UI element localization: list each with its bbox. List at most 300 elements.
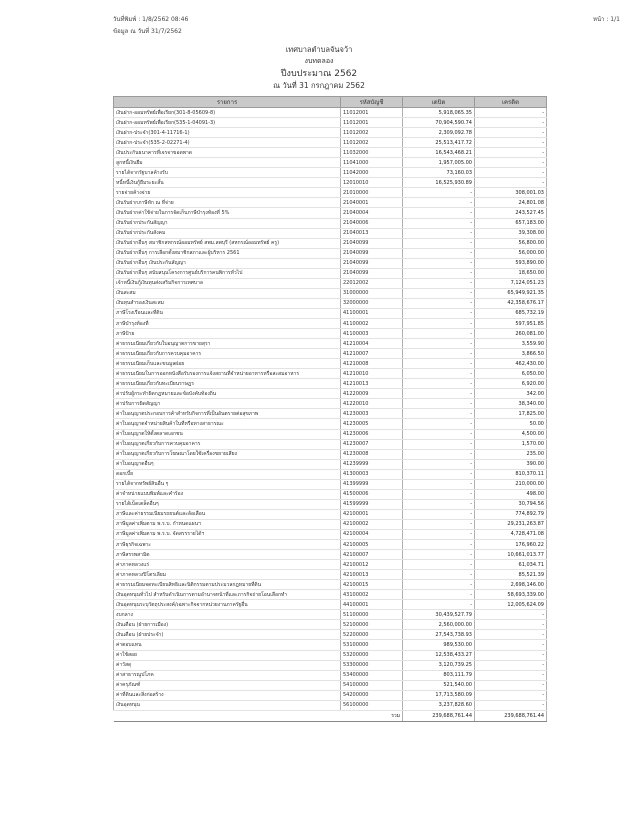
- row-item-name: หนี้หนี้เงินกู้ยืมระยะสั้น: [114, 178, 341, 188]
- table-row: [114, 409, 547, 419]
- row-credit: -: [475, 128, 547, 138]
- row-debit: -: [403, 590, 475, 600]
- row-account-code: 21040099: [341, 258, 403, 268]
- row-credit: 774,892.79: [475, 509, 547, 519]
- table-row: [114, 308, 547, 318]
- row-credit: -: [475, 610, 547, 620]
- row-item-name: เงินประกันธนาคารที่เจรจาขอดพาด: [114, 148, 341, 158]
- row-item-name: ค่าภาคหลวงปิโตรเลียม: [114, 570, 341, 580]
- row-debit: -: [403, 529, 475, 539]
- row-credit: -: [475, 690, 547, 700]
- print-date: วันที่พิมพ์ : 1/8/2562 08:46: [113, 16, 189, 23]
- table-row: [114, 389, 547, 399]
- row-debit: -: [403, 489, 475, 499]
- table-row: [114, 349, 547, 359]
- row-credit: 6,920.00: [475, 379, 547, 389]
- row-debit: -: [403, 278, 475, 288]
- row-account-code: 41220009: [341, 389, 403, 399]
- row-debit: 73,160.03: [403, 168, 475, 178]
- row-credit: 390.00: [475, 459, 547, 469]
- table-row: [114, 278, 547, 288]
- row-debit: -: [403, 198, 475, 208]
- row-item-name: เจ้าหนี้เงินกู้เงินทุนส่งเสริมกิจการเทศบาล: [114, 278, 341, 288]
- row-item-name: ภาษีโรงเรือนและที่ดิน: [114, 308, 341, 318]
- row-credit: 39,308.00: [475, 228, 547, 238]
- row-item-name: รายจ่ายค้างจ่าย: [114, 188, 341, 198]
- row-debit: -: [403, 409, 475, 419]
- row-account-code: 41300003: [341, 469, 403, 479]
- row-account-code: 54200000: [341, 690, 403, 700]
- table-row: [114, 540, 547, 550]
- row-account-code: 21040004: [341, 208, 403, 218]
- row-item-name: ค่าวัสดุ: [114, 660, 341, 670]
- table-row: [114, 529, 547, 539]
- row-credit: 810,370.11: [475, 469, 547, 479]
- row-item-name: เงินฝาก-ประจำ(535-2-02271-4): [114, 138, 341, 148]
- row-debit: -: [403, 188, 475, 198]
- table-row: [114, 519, 547, 529]
- row-credit: 308,001.03: [475, 188, 547, 198]
- row-debit: -: [403, 288, 475, 298]
- row-credit: 56,800.00: [475, 238, 547, 248]
- row-account-code: 41230005: [341, 419, 403, 429]
- total-row: [114, 710, 547, 721]
- row-credit: 593,890.00: [475, 258, 547, 268]
- row-account-code: 11012001: [341, 118, 403, 128]
- row-account-code: 43100002: [341, 590, 403, 600]
- row-item-name: เงินอุดหนุนระบุวัตถุประสงค์/เฉพาะกิจจากหน่วยงานภาครัฐอื่น: [114, 600, 341, 610]
- row-debit: -: [403, 399, 475, 409]
- row-credit: 235.00: [475, 449, 547, 459]
- row-account-code: 21040006: [341, 218, 403, 228]
- table-row: [114, 499, 547, 509]
- row-account-code: 41210004: [341, 339, 403, 349]
- row-account-code: 41210007: [341, 349, 403, 359]
- row-account-code: 56100000: [341, 700, 403, 710]
- row-credit: -: [475, 168, 547, 178]
- row-item-name: เงินรับฝากอื่นๆ เงินประกันสัญญา: [114, 258, 341, 268]
- row-debit: 521,540.00: [403, 680, 475, 690]
- table-row: [114, 329, 547, 339]
- row-credit: 50.00: [475, 419, 547, 429]
- row-credit: -: [475, 178, 547, 188]
- table-body: [114, 108, 547, 711]
- row-credit: 17,825.00: [475, 409, 547, 419]
- row-account-code: 41230006: [341, 429, 403, 439]
- row-debit: 12,538,433.27: [403, 650, 475, 660]
- total-label: รวม: [341, 710, 403, 721]
- table-row: [114, 108, 547, 118]
- row-credit: 18,650.00: [475, 268, 547, 278]
- table-row: [114, 580, 547, 590]
- table-row: [114, 600, 547, 610]
- row-debit: -: [403, 339, 475, 349]
- report-date: ณ วันที่ 31 กรกฎาคม 2562: [273, 81, 365, 90]
- row-debit: -: [403, 459, 475, 469]
- row-credit: -: [475, 640, 547, 650]
- table-row: [114, 168, 547, 178]
- table-row: [114, 550, 547, 560]
- row-item-name: เงินรับฝากภาษีหัก ณ ที่จ่าย: [114, 198, 341, 208]
- row-credit: 3,866.50: [475, 349, 547, 359]
- row-credit: 597,951.85: [475, 318, 547, 328]
- row-account-code: 41210013: [341, 379, 403, 389]
- table-row: [114, 138, 547, 148]
- table-row: [114, 208, 547, 218]
- row-credit: -: [475, 158, 547, 168]
- table-row: [114, 640, 547, 650]
- row-account-code: 11041000: [341, 158, 403, 168]
- row-account-code: 42100013: [341, 570, 403, 580]
- table-row: [114, 660, 547, 670]
- row-account-code: 41100002: [341, 318, 403, 328]
- fiscal-year: ปีงบประมาณ 2562: [280, 69, 358, 79]
- row-debit: -: [403, 238, 475, 248]
- row-account-code: 42100002: [341, 519, 403, 529]
- row-item-name: ภาษีมูลค่าเพิ่มตาม พ.ร.บ. จัดสรรรายได้ฯ: [114, 529, 341, 539]
- row-account-code: 41210008: [341, 359, 403, 369]
- row-account-code: 21040001: [341, 198, 403, 208]
- row-item-name: เงินเดือน (ฝ่ายการเมือง): [114, 620, 341, 630]
- table-row: [114, 680, 547, 690]
- row-item-name: ค่าใช้สอย: [114, 650, 341, 660]
- row-credit: 58,693,339.00: [475, 590, 547, 600]
- row-credit: -: [475, 138, 547, 148]
- row-account-code: 44100001: [341, 600, 403, 610]
- row-item-name: เงินฝาก-ประจำ(301-4-11716-1): [114, 128, 341, 138]
- row-item-name: ค่าปรับการผิดสัญญา: [114, 399, 341, 409]
- table-row: [114, 148, 547, 158]
- table-row: [114, 429, 547, 439]
- table-row: [114, 459, 547, 469]
- row-item-name: ภาษีป้าย: [114, 329, 341, 339]
- row-debit: 803,111.79: [403, 670, 475, 680]
- header-debit: เดบิต: [403, 97, 475, 108]
- row-credit: -: [475, 108, 547, 118]
- row-account-code: 41230007: [341, 439, 403, 449]
- row-item-name: รายได้จากทรัพย์สินอื่น ๆ: [114, 479, 341, 489]
- row-credit: 24,801.08: [475, 198, 547, 208]
- table-row: [114, 258, 547, 268]
- row-account-code: 21040099: [341, 268, 403, 278]
- row-credit: -: [475, 118, 547, 128]
- row-credit: 7,124,051.23: [475, 278, 547, 288]
- row-credit: -: [475, 630, 547, 640]
- row-debit: -: [403, 540, 475, 550]
- row-item-name: เงินสะสม: [114, 288, 341, 298]
- row-credit: 462,430.00: [475, 359, 547, 369]
- row-item-name: เงินอุดหนุนทั่วไป สำหรับดำเนินการตามอำนาจหน้าที่และภารกิจถ่ายโอนเลือกทำ: [114, 590, 341, 600]
- table-row: [114, 479, 547, 489]
- row-item-name: งบกลาง: [114, 610, 341, 620]
- table-row: [114, 590, 547, 600]
- row-credit: 56,000.00: [475, 248, 547, 258]
- table-row: [114, 248, 547, 258]
- row-credit: 1,570.00: [475, 439, 547, 449]
- row-debit: 2,309,092.78: [403, 128, 475, 138]
- total-debit: 239,688,761.44: [403, 710, 475, 721]
- table-row: [114, 298, 547, 308]
- row-item-name: ค่าสาธารณูปโภค: [114, 670, 341, 680]
- as-of-date: ข้อมูล ณ วันที่ 31/7/2562: [113, 28, 182, 35]
- table-row: [114, 128, 547, 138]
- row-debit: -: [403, 349, 475, 359]
- table-row: [114, 268, 547, 278]
- row-item-name: ค่าธรรมเนียมในการออกหนังสือรับรองการแจ้งสถานที่จำหน่ายอาหารหรือสะสมอาหาร: [114, 369, 341, 379]
- row-debit: -: [403, 419, 475, 429]
- row-debit: 989,530.00: [403, 640, 475, 650]
- row-account-code: 53100000: [341, 640, 403, 650]
- table-row: [114, 118, 547, 128]
- row-credit: 85,521.39: [475, 570, 547, 580]
- row-item-name: เงินฝาก-ออมทรัพย์เพื่อเรียก(301-8-05609-8): [114, 108, 341, 118]
- table-row: [114, 509, 547, 519]
- row-debit: -: [403, 570, 475, 580]
- table-row: [114, 158, 547, 168]
- table-row: [114, 318, 547, 328]
- row-item-name: ค่าธรรมเนียมเกี่ยวกับการควบคุมอาคาร: [114, 349, 341, 359]
- table-row: [114, 489, 547, 499]
- row-account-code: 21040099: [341, 248, 403, 258]
- organization-name: เทศบาลตำบลจันจว้า: [285, 45, 353, 54]
- row-account-code: 41239999: [341, 459, 403, 469]
- row-debit: -: [403, 369, 475, 379]
- row-debit: -: [403, 389, 475, 399]
- row-item-name: ภาษีและค่าธรรมเนียมรถยนต์และล้อเลื่อน: [114, 509, 341, 519]
- row-credit: 342.00: [475, 389, 547, 399]
- row-credit: 2,698,146.00: [475, 580, 547, 590]
- row-item-name: เงินรับฝากค่าใช้จ่ายในการจัดเก็บภาษีบำรุงท้องที่ 5%: [114, 208, 341, 218]
- table-row: [114, 399, 547, 409]
- row-item-name: ค่าครุภัณฑ์: [114, 680, 341, 690]
- row-debit: -: [403, 379, 475, 389]
- row-account-code: 11012002: [341, 138, 403, 148]
- row-credit: -: [475, 670, 547, 680]
- row-debit: -: [403, 479, 475, 489]
- row-item-name: ค่าใบอนุญาตให้ตั้งตลาดเอกชน: [114, 429, 341, 439]
- row-debit: -: [403, 429, 475, 439]
- row-credit: -: [475, 650, 547, 660]
- row-account-code: 41220010: [341, 399, 403, 409]
- row-account-code: 52100000: [341, 620, 403, 630]
- report-title: งบทดลอง: [304, 57, 334, 65]
- row-account-code: 12010010: [341, 178, 403, 188]
- row-account-code: 54100000: [341, 680, 403, 690]
- row-debit: -: [403, 258, 475, 268]
- row-account-code: 22012002: [341, 278, 403, 288]
- row-item-name: ภาษีมูลค่าเพิ่มตาม พ.ร.บ. กำหนดแผนฯ: [114, 519, 341, 529]
- row-credit: 657,183.00: [475, 218, 547, 228]
- row-credit: 42,358,676.17: [475, 298, 547, 308]
- row-item-name: ดอกเบี้ย: [114, 469, 341, 479]
- row-account-code: 42100012: [341, 560, 403, 570]
- row-debit: 16,543,468.21: [403, 148, 475, 158]
- row-account-code: 42100005: [341, 540, 403, 550]
- row-item-name: ค่าใบอนุญาตอื่นๆ: [114, 459, 341, 469]
- table-row: [114, 228, 547, 238]
- row-credit: 210,000.00: [475, 479, 547, 489]
- row-debit: -: [403, 560, 475, 570]
- row-account-code: 11042000: [341, 168, 403, 178]
- row-item-name: เงินรับฝากอื่นๆ สมาชิกสหกรณ์ออมทรัพย์ สพม.ลพบุรี (สหกรณ์ออมทรัพย์ ครู): [114, 238, 341, 248]
- row-item-name: ค่าธรรมเนียมจดทะเบียนสิทธิและนิติกรรมตามประมวลกฎหมายที่ดิน: [114, 580, 341, 590]
- header-item: รายการ: [114, 97, 341, 108]
- row-debit: -: [403, 600, 475, 610]
- row-debit: -: [403, 248, 475, 258]
- table-header-row: [114, 97, 547, 108]
- row-item-name: ค่าภาคหลวงแร่: [114, 560, 341, 570]
- row-item-name: เงินรับฝากประกันสังคม: [114, 228, 341, 238]
- table-row: [114, 570, 547, 580]
- header-account-code: รหัสบัญชี: [341, 97, 403, 108]
- table-row: [114, 469, 547, 479]
- header-credit: เครดิต: [475, 97, 547, 108]
- table-row: [114, 339, 547, 349]
- row-account-code: 21010000: [341, 188, 403, 198]
- row-credit: 498.00: [475, 489, 547, 499]
- row-account-code: 41210010: [341, 369, 403, 379]
- row-debit: -: [403, 298, 475, 308]
- row-account-code: 52200000: [341, 630, 403, 640]
- row-item-name: เงินรับฝากอื่นๆ สนับสนุนโครงการศูนย์บริการคนพิการทั่วไป: [114, 268, 341, 278]
- row-account-code: 42100001: [341, 509, 403, 519]
- row-account-code: 21040099: [341, 238, 403, 248]
- table-row: [114, 670, 547, 680]
- row-account-code: 41599999: [341, 499, 403, 509]
- row-item-name: ภาษีธุรกิจเฉพาะ: [114, 540, 341, 550]
- row-debit: -: [403, 519, 475, 529]
- table-row: [114, 610, 547, 620]
- row-item-name: ค่าจำหน่ายแบบพิมพ์และคำร้อง: [114, 489, 341, 499]
- row-item-name: ภาษีสรรพสามิต: [114, 550, 341, 560]
- row-debit: -: [403, 308, 475, 318]
- row-credit: -: [475, 620, 547, 630]
- row-credit: -: [475, 660, 547, 670]
- row-item-name: ค่าใบอนุญาตเกี่ยวกับการควบคุมอาคาร: [114, 439, 341, 449]
- row-debit: -: [403, 469, 475, 479]
- row-item-name: เงินฝาก-ออมทรัพย์เพื่อเรียก(535-1-04091-3): [114, 118, 341, 128]
- row-debit: 5,918,065.35: [403, 108, 475, 118]
- row-credit: 260,081.00: [475, 329, 547, 339]
- row-debit: 17,713,580.09: [403, 690, 475, 700]
- row-credit: 4,728,471.08: [475, 529, 547, 539]
- row-account-code: 41230003: [341, 409, 403, 419]
- table-row: [114, 560, 547, 570]
- row-debit: 25,513,417.72: [403, 138, 475, 148]
- row-debit: -: [403, 499, 475, 509]
- row-account-code: 42100015: [341, 580, 403, 590]
- table-row: [114, 449, 547, 459]
- row-debit: -: [403, 268, 475, 278]
- row-account-code: 41100003: [341, 329, 403, 339]
- row-item-name: ลูกหนี้เงินยืม: [114, 158, 341, 168]
- row-account-code: 11032000: [341, 148, 403, 158]
- row-credit: 3,559.90: [475, 339, 547, 349]
- table-row: [114, 288, 547, 298]
- row-account-code: 53300000: [341, 660, 403, 670]
- row-account-code: 21040013: [341, 228, 403, 238]
- table-row: [114, 630, 547, 640]
- row-account-code: 41399999: [341, 479, 403, 489]
- row-account-code: 42100004: [341, 529, 403, 539]
- row-credit: 61,034.71: [475, 560, 547, 570]
- row-debit: -: [403, 218, 475, 228]
- table-row: [114, 439, 547, 449]
- row-account-code: 41500006: [341, 489, 403, 499]
- row-credit: 30,794.56: [475, 499, 547, 509]
- table-row: [114, 419, 547, 429]
- row-debit: 3,120,739.25: [403, 660, 475, 670]
- row-credit: 10,661,013.77: [475, 550, 547, 560]
- row-credit: 4,500.00: [475, 429, 547, 439]
- row-debit: -: [403, 359, 475, 369]
- row-credit: 176,960.22: [475, 540, 547, 550]
- row-item-name: ค่าใบอนุญาตจำหน่ายสินค้าในที่หรือทางสาธารณะ: [114, 419, 341, 429]
- row-debit: -: [403, 318, 475, 328]
- row-item-name: ค่าใบอนุญาตประกอบการค้าสำหรับกิจการที่เป็นอันตรายต่อสุขภาพ: [114, 409, 341, 419]
- row-account-code: 51100000: [341, 610, 403, 620]
- row-debit: 2,560,000.00: [403, 620, 475, 630]
- row-account-code: 41100001: [341, 308, 403, 318]
- row-credit: -: [475, 680, 547, 690]
- table-row: [114, 650, 547, 660]
- row-item-name: รายได้เบ็ดเตล็ดอื่นๆ: [114, 499, 341, 509]
- row-credit: 38,340.00: [475, 399, 547, 409]
- row-account-code: 31000000: [341, 288, 403, 298]
- row-credit: 243,527.45: [475, 208, 547, 218]
- row-debit: -: [403, 228, 475, 238]
- row-credit: 12,005,624.09: [475, 600, 547, 610]
- row-account-code: 11012002: [341, 128, 403, 138]
- table-row: [114, 188, 547, 198]
- row-debit: 1,957,005.00: [403, 158, 475, 168]
- table-row: [114, 379, 547, 389]
- row-debit: -: [403, 449, 475, 459]
- row-credit: 685,732.19: [475, 308, 547, 318]
- row-item-name: เงินรับฝากประกันสัญญา: [114, 218, 341, 228]
- row-account-code: 42100007: [341, 550, 403, 560]
- table-row: [114, 198, 547, 208]
- row-debit: 16,525,930.89: [403, 178, 475, 188]
- row-item-name: ค่าปรับผู้กระทำผิดกฎหมายและข้อบังคับท้องถิ่น: [114, 389, 341, 399]
- row-debit: 27,543,738.93: [403, 630, 475, 640]
- row-debit: 3,237,828.60: [403, 700, 475, 710]
- row-account-code: 53200000: [341, 650, 403, 660]
- row-item-name: เงินทุนสำรองเงินสะสม: [114, 298, 341, 308]
- table-row: [114, 218, 547, 228]
- row-item-name: ค่าธรรมเนียมเกี่ยวกับทะเบียนราษฎร: [114, 379, 341, 389]
- total-credit: 239,688,761.44: [475, 710, 547, 721]
- row-item-name: ค่าใบอนุญาตเกี่ยวกับการโฆษณาโดยใช้เครื่องขยายเสียง: [114, 449, 341, 459]
- row-debit: -: [403, 509, 475, 519]
- page-number: หน้า : 1/1: [593, 16, 620, 23]
- row-item-name: ภาษีบำรุงท้องที่: [114, 318, 341, 328]
- row-credit: -: [475, 700, 547, 710]
- row-item-name: ค่าธรรมเนียมเก็บและขนมูลฝอย: [114, 359, 341, 369]
- row-credit: 6,050.00: [475, 369, 547, 379]
- row-debit: -: [403, 208, 475, 218]
- table-row: [114, 690, 547, 700]
- row-debit: -: [403, 439, 475, 449]
- row-debit: -: [403, 580, 475, 590]
- row-credit: -: [475, 148, 547, 158]
- row-debit: -: [403, 329, 475, 339]
- row-debit: -: [403, 550, 475, 560]
- trial-balance-table: [113, 96, 547, 722]
- row-item-name: เงินเดือน (ฝ่ายประจำ): [114, 630, 341, 640]
- row-item-name: ค่าที่ดินและสิ่งก่อสร้าง: [114, 690, 341, 700]
- row-credit: 29,231,263.87: [475, 519, 547, 529]
